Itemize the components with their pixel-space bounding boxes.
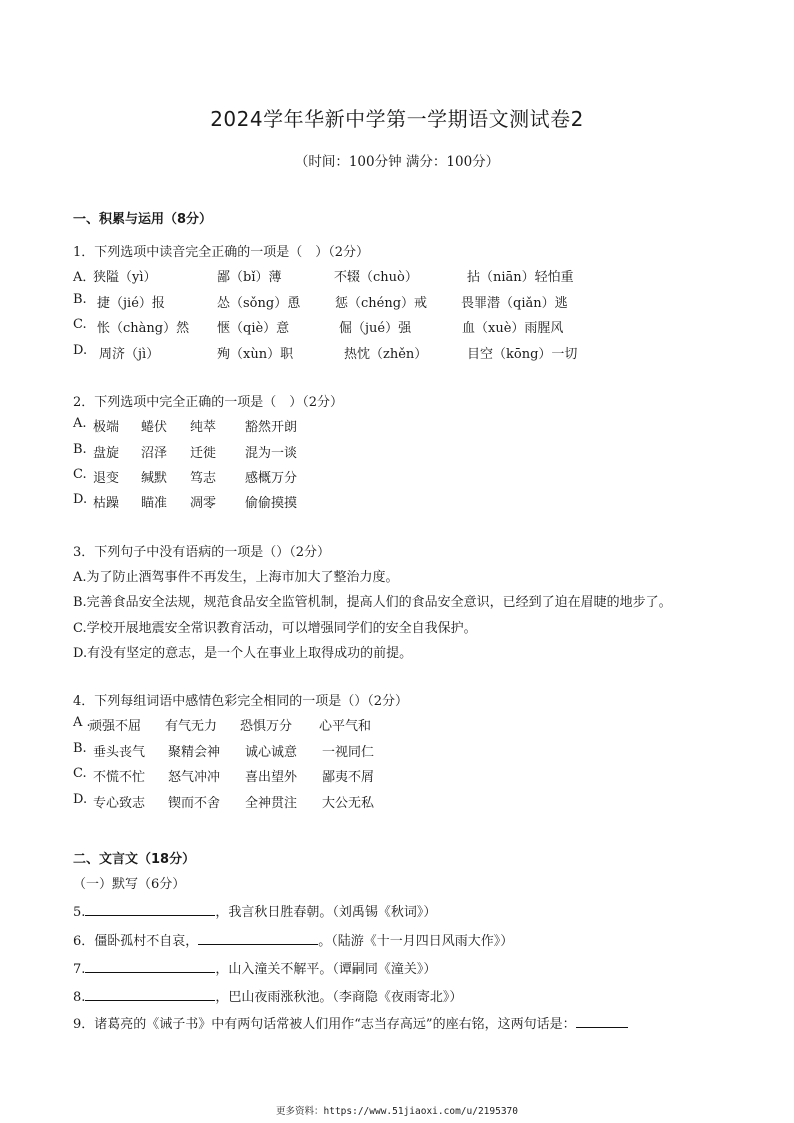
option-item: 血（xuè）雨腥风 xyxy=(462,321,564,336)
option-item: 狭隘（yì） xyxy=(93,270,157,285)
option-item: 拈（niān）轻怕重 xyxy=(467,270,574,285)
question-stem: 2．下列选项中完全正确的一项是（ ）（2分） xyxy=(73,395,344,410)
option-item: 混为一谈 xyxy=(245,446,298,461)
option-item: 瞄准 xyxy=(141,496,168,511)
option-item: 殉（xùn）职 xyxy=(217,347,294,362)
option-label: B. xyxy=(73,741,87,756)
option-item: 恐惧万分 xyxy=(240,719,293,734)
option-item: 目空（kōng）一切 xyxy=(467,347,578,362)
option-item: 一视同仁 xyxy=(322,745,375,760)
question-text: 6．僵卧孤村不自哀， xyxy=(73,934,199,949)
question-stem: 1．下列选项中读音完全正确的一项是（ ）（2分） xyxy=(73,245,370,260)
option-item: 不慌不忙 xyxy=(93,770,146,785)
option-label: D. xyxy=(73,792,88,807)
answer-blank[interactable] xyxy=(85,986,215,1001)
option-item: 笃志 xyxy=(190,471,217,486)
option-item: 不辍（chuò） xyxy=(334,270,418,285)
option-label: A． xyxy=(73,270,96,285)
option-item: 盘旋 xyxy=(93,446,120,461)
option-item: 纯萃 xyxy=(190,420,217,435)
option-item: 心平气和 xyxy=(319,719,372,734)
option-item: 聚精会神 xyxy=(168,745,221,760)
option-item: 畏罪潜（qiǎn）逃 xyxy=(461,296,568,311)
question-number: 7. xyxy=(73,962,86,977)
option-item: 感概万分 xyxy=(245,471,298,486)
option-item: 迁徙 xyxy=(190,446,217,461)
option-item: 凋零 xyxy=(190,496,217,511)
option-item: 全神贯注 xyxy=(245,796,298,811)
footer-source: 更多资料：https://www.51jiaoxi.com/u/2195370 xyxy=(276,1106,518,1117)
question-number: 8. xyxy=(73,990,86,1005)
option-label: D. xyxy=(73,492,88,507)
option-item: 鄙（bǐ）薄 xyxy=(217,270,282,285)
option-item: 捷（jié）报 xyxy=(97,296,165,311)
option-item: 沼泽 xyxy=(141,446,168,461)
subsection-heading: （一）默写（6分） xyxy=(73,877,186,892)
question-text: 9．诸葛亮的《诫子书》中有两句话常被人们用作“志当存高远”的座右铭，这两句话是： xyxy=(73,1017,576,1032)
option-item: 热忱（zhěn） xyxy=(344,347,428,362)
option-label: D. xyxy=(73,343,88,358)
option-item: 顽强不屈 xyxy=(89,719,142,734)
option-item: 豁然开朗 xyxy=(245,420,298,435)
option-label: B. xyxy=(73,292,87,307)
fill-question xyxy=(73,1013,628,1032)
section-heading: 二、文言文（18分） xyxy=(73,852,196,867)
option-sentence: A.为了防止酒驾事件不再发生，上海市加大了整治力度。 xyxy=(73,570,399,585)
question-number: 5. xyxy=(73,905,86,920)
option-item: 诚心诚意 xyxy=(245,745,298,760)
exam-title: 2024学年华新中学第一学期语文测试卷2 xyxy=(210,107,584,131)
option-label: A . xyxy=(73,715,91,730)
answer-blank[interactable] xyxy=(85,958,215,973)
option-item: 垂头丧气 xyxy=(93,745,146,760)
question-text: ，山入潼关不解平。（谭嗣同《潼关》） xyxy=(215,962,437,977)
option-item: 怒气冲冲 xyxy=(168,770,221,785)
exam-subtitle: （时间：100分钟 满分：100分） xyxy=(294,154,500,170)
option-label: C. xyxy=(73,317,87,332)
option-label: C. xyxy=(73,467,87,482)
option-label: C. xyxy=(73,766,87,781)
option-item: 蜷伏 xyxy=(141,420,168,435)
fill-question xyxy=(73,986,462,1005)
fill-question xyxy=(73,901,436,920)
option-item: 退变 xyxy=(93,471,120,486)
option-item: 缄默 xyxy=(141,471,168,486)
option-item: 怅（chàng）然 xyxy=(97,321,190,336)
option-item: 怂（sǒng）恿 xyxy=(217,296,301,311)
answer-blank[interactable] xyxy=(576,1013,628,1028)
option-item: 专心致志 xyxy=(93,796,146,811)
option-item: 锲而不舍 xyxy=(168,796,221,811)
question-stem: 3．下列句子中没有语病的一项是（）（2分） xyxy=(73,545,331,560)
question-text: ，巴山夜雨涨秋池。（李商隐《夜雨寄北》） xyxy=(215,990,463,1005)
fill-question xyxy=(73,930,513,949)
option-sentence: B.完善食品安全法规，规范食品安全监管机制，提高人们的食品安全意识，已经到了迫在眉睫的地步了。 xyxy=(73,595,672,610)
option-item: 枯躁 xyxy=(93,496,120,511)
option-label: A. xyxy=(73,416,87,431)
option-sentence: C.学校开展地震安全常识教育活动，可以增强同学们的安全自我保护。 xyxy=(73,621,477,636)
option-item: 喜出望外 xyxy=(245,770,298,785)
question-text: 。（陆游《十一月四日风雨大作》） xyxy=(318,934,514,949)
option-label: B. xyxy=(73,442,87,457)
option-item: 偷偷摸摸 xyxy=(245,496,298,511)
fill-question xyxy=(73,958,436,977)
option-item: 大公无私 xyxy=(322,796,375,811)
option-item: 鄙夷不屑 xyxy=(322,770,375,785)
section-heading: 一、积累与运用（8分） xyxy=(73,212,213,227)
question-stem: 4．下列每组词语中感情色彩完全相同的一项是（）（2分） xyxy=(73,694,409,709)
option-sentence: D.有没有坚定的意志，是一个人在事业上取得成功的前提。 xyxy=(73,646,413,661)
option-item: 极端 xyxy=(93,420,120,435)
option-item: 惬（qiè）意 xyxy=(217,321,290,336)
option-item: 有气无力 xyxy=(165,719,218,734)
option-item: 惩（chéng）戒 xyxy=(335,296,428,311)
option-item: 倔（jué）强 xyxy=(339,321,412,336)
answer-blank[interactable] xyxy=(85,901,215,916)
answer-blank[interactable] xyxy=(198,930,318,945)
option-item: 周济（jì） xyxy=(99,347,160,362)
question-text: ，我言秋日胜春朝。（刘禹锡《秋词》） xyxy=(215,905,437,920)
